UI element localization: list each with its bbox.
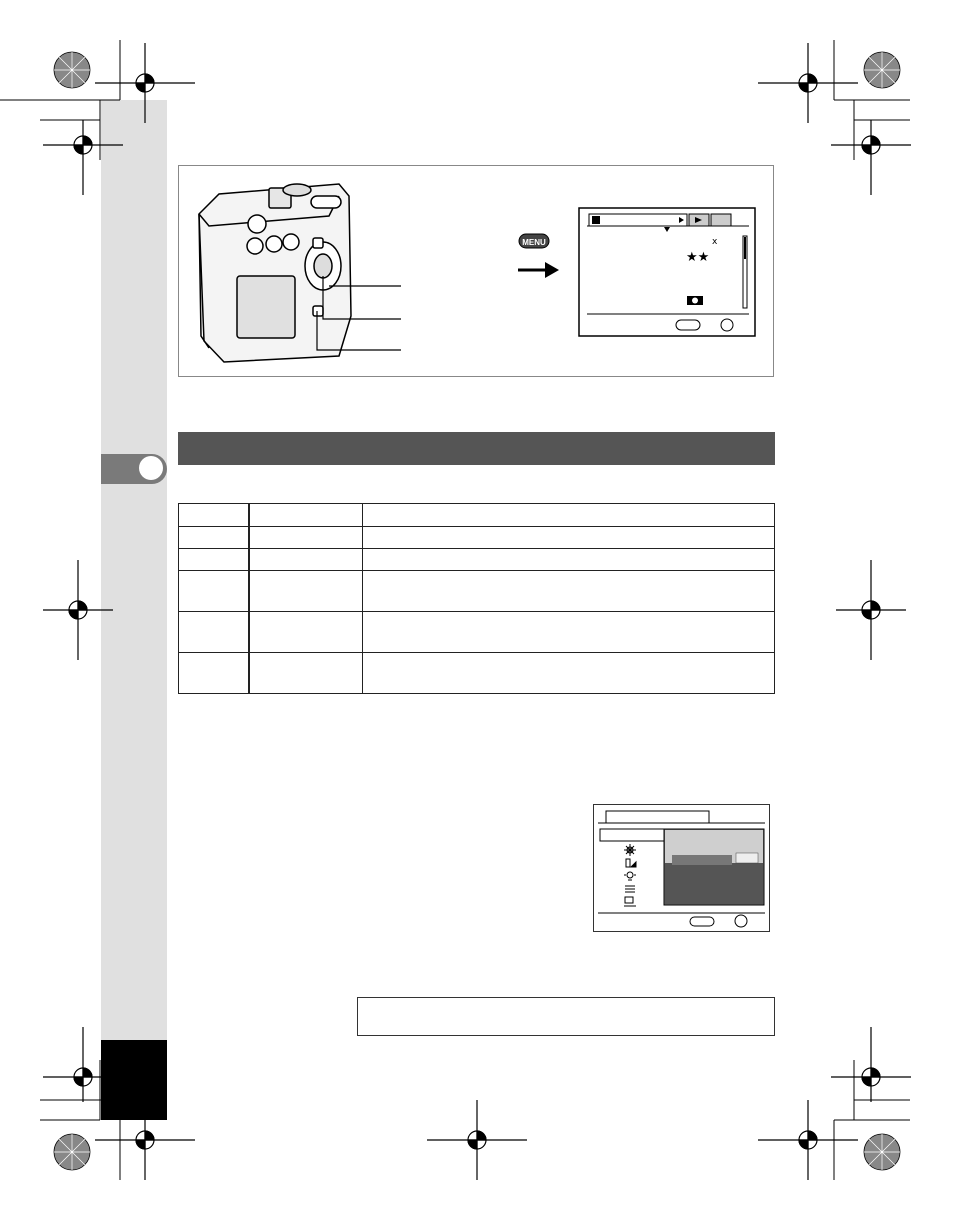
table-cell [363, 527, 775, 549]
manual-icon [624, 897, 636, 906]
table-cell [249, 571, 363, 612]
lcd-menu-screen [579, 208, 755, 336]
operation-illustration [178, 165, 774, 377]
table-row [179, 549, 775, 571]
white-balance-diagram [594, 805, 769, 931]
tungsten-icon [624, 872, 636, 880]
table-cell [363, 612, 775, 653]
setup-icon [711, 214, 731, 226]
table-cell [249, 653, 363, 694]
table-row [179, 571, 775, 612]
lcd-quality-stars: ★★ [686, 250, 710, 265]
fluorescent-icon [625, 886, 635, 892]
camera-icon [592, 216, 600, 224]
table-row [179, 504, 775, 527]
lcd-size-mark: x [712, 237, 718, 247]
table-cell [363, 549, 775, 571]
camera-diagram [179, 166, 775, 378]
table-row [179, 527, 775, 549]
white-balance-screen [593, 804, 770, 932]
table-cell [179, 527, 250, 549]
daylight-icon [624, 844, 636, 856]
table-cell [249, 527, 363, 549]
memo-box [357, 997, 775, 1036]
right-arrow-icon [518, 262, 559, 278]
table-cell [363, 653, 775, 694]
table-cell [249, 504, 363, 527]
table-cell [179, 612, 250, 653]
table-cell [179, 549, 250, 571]
table-row [179, 612, 775, 653]
section-heading-bar [178, 432, 775, 465]
menu-button-label: MENU [522, 238, 546, 247]
table-row [179, 653, 775, 694]
camera-body [199, 184, 351, 362]
table-cell [249, 549, 363, 571]
table-cell [363, 571, 775, 612]
table-cell [363, 504, 775, 527]
table-cell [179, 571, 250, 612]
table-cell [179, 653, 250, 694]
shade-icon [626, 859, 636, 867]
settings-table [178, 503, 775, 694]
table-cell [179, 504, 250, 527]
table-cell [249, 612, 363, 653]
